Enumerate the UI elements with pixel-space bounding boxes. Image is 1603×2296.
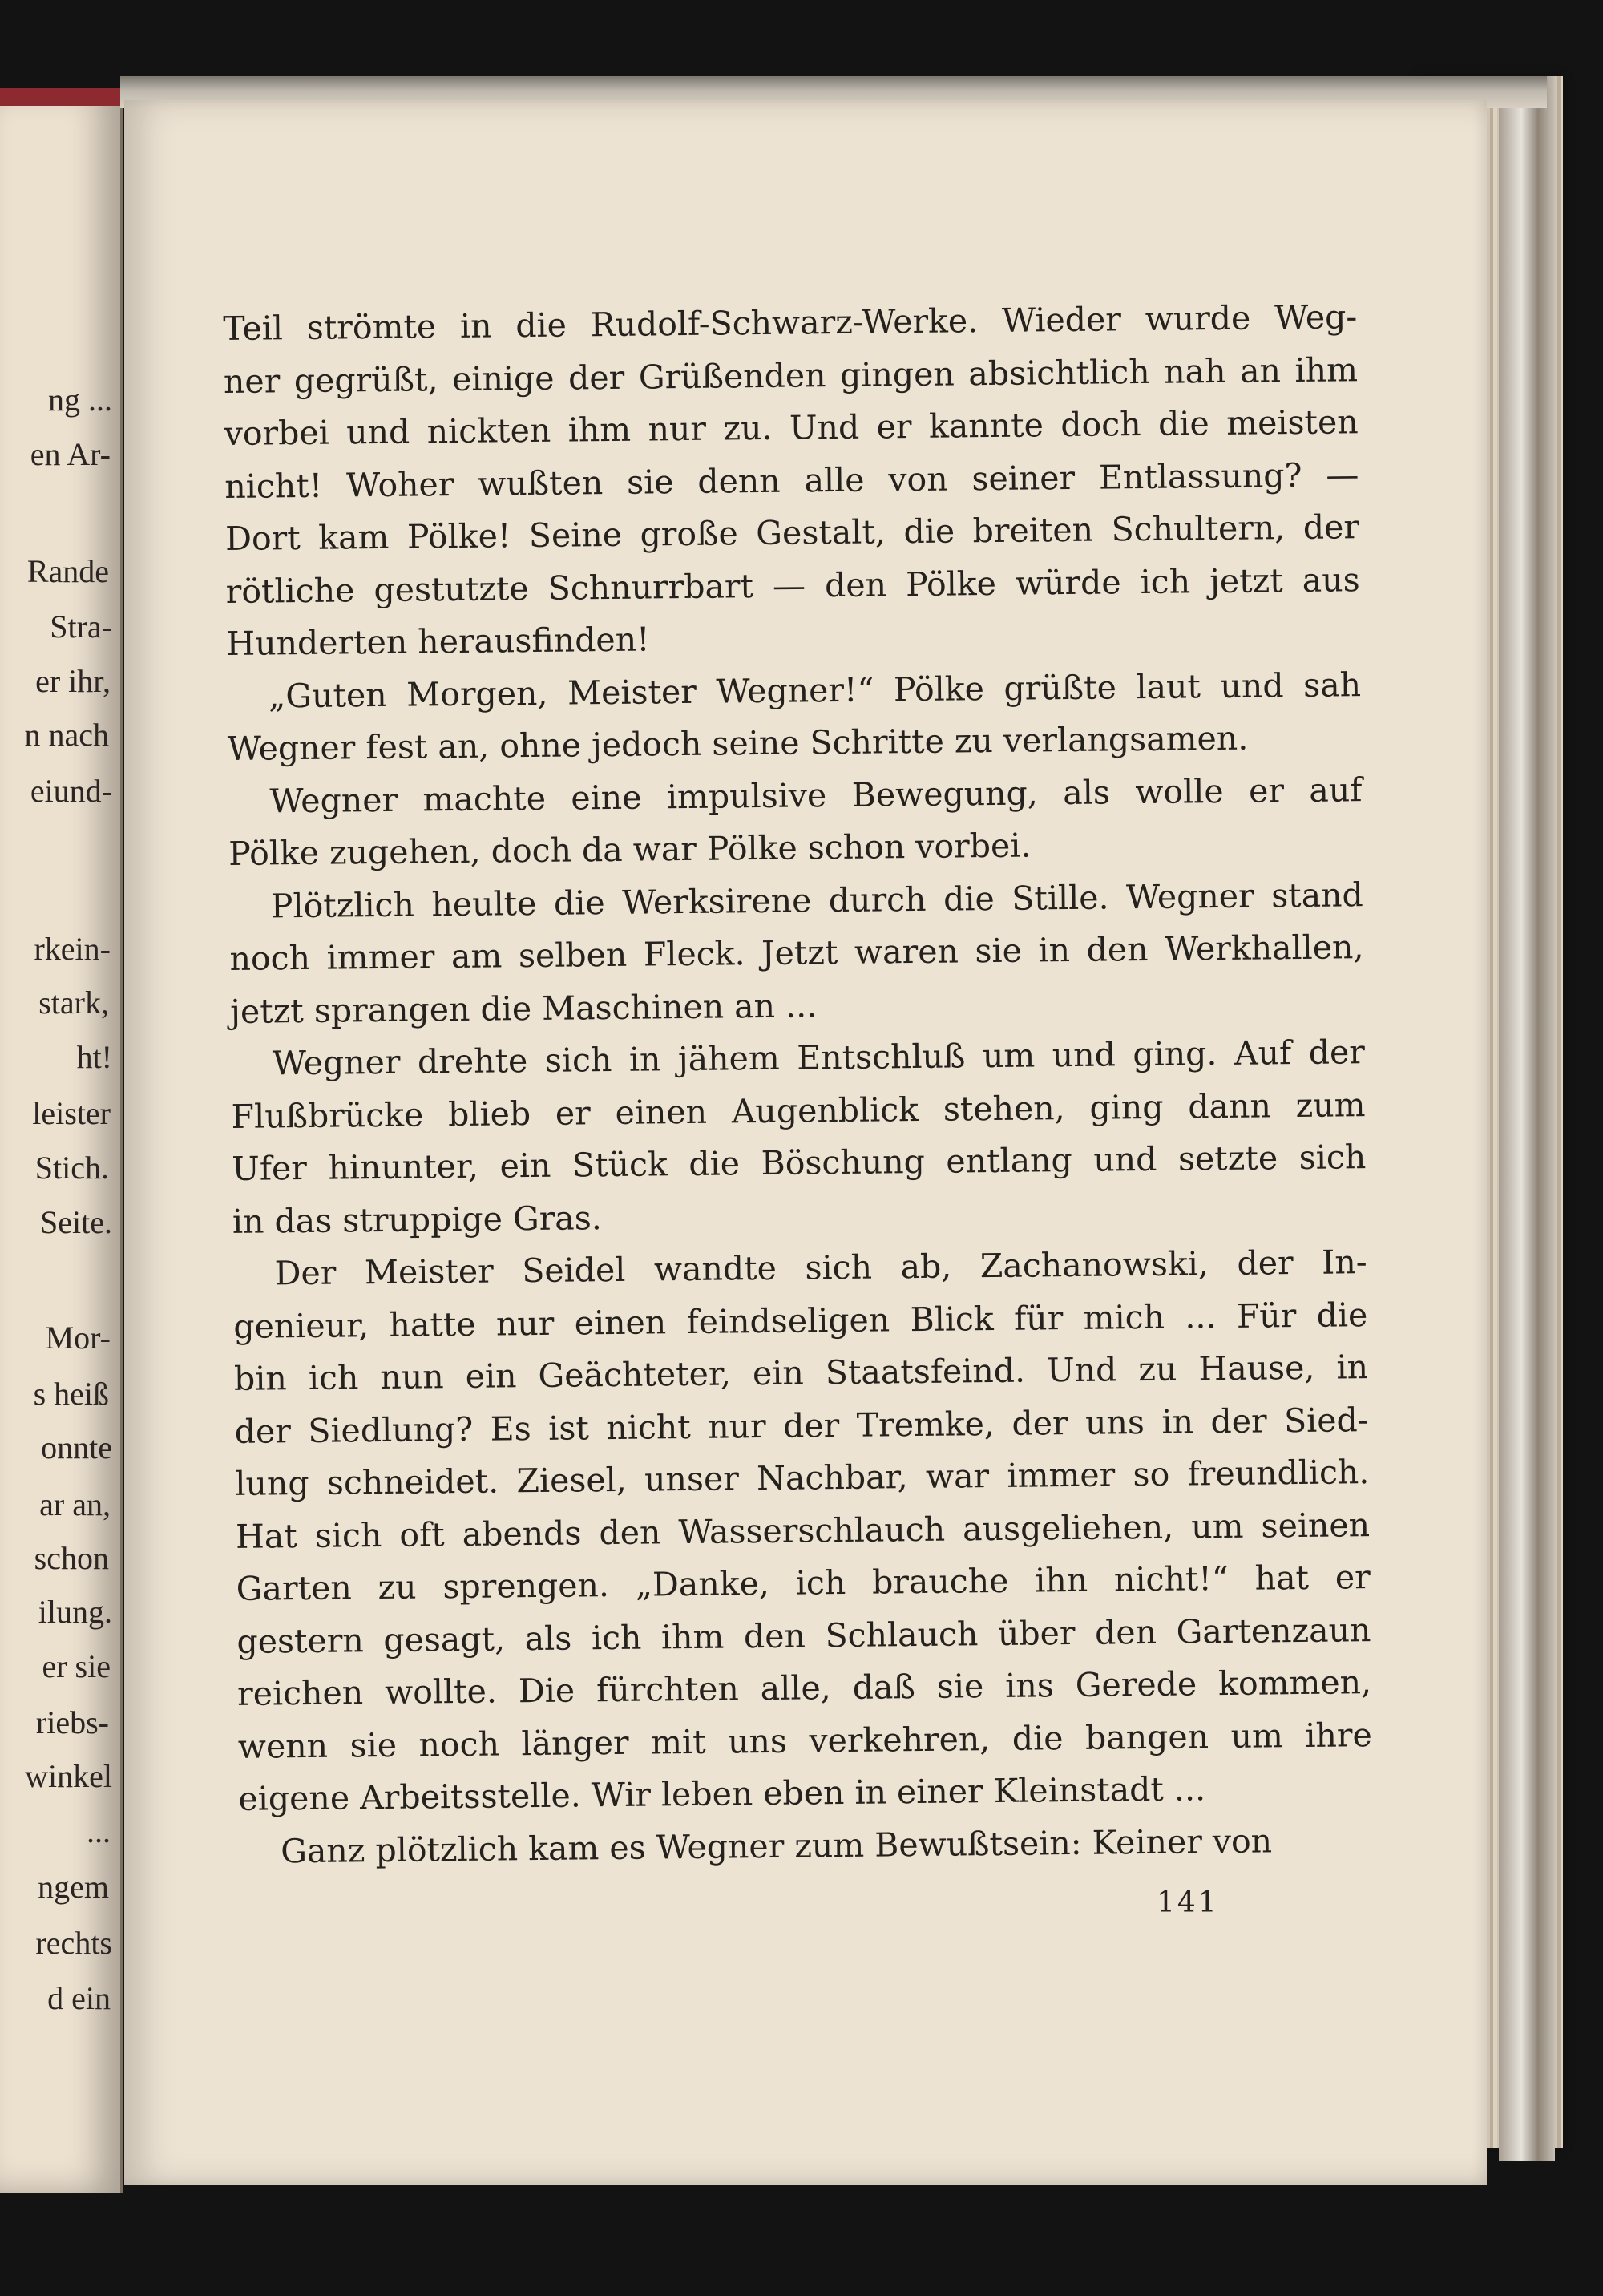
left-page-fragment: Rande xyxy=(26,553,109,589)
left-page-fragment: s heiß xyxy=(33,1376,109,1412)
left-page-fragment: er ihr, xyxy=(35,663,111,699)
left-page-fragment: rechts xyxy=(35,1925,112,1961)
text-line: genieur, hatte nur einen feindseligen Blick für mich ... Für die xyxy=(233,1295,1368,1346)
text-line: in das struppige Gras. xyxy=(232,1198,603,1241)
left-page-fragment: ar an, xyxy=(39,1486,111,1522)
text-line: jetzt sprangen die Maschinen an ... xyxy=(229,985,818,1031)
text-line: Der Meister Seidel wandte sich ab, Zachanowski, der In- xyxy=(274,1243,1367,1293)
text-line: ner gegrüßt, einige der Grüßenden gingen absichtlich nah an ihm xyxy=(223,350,1359,401)
text-line: „Guten Morgen, Meister Wegner!“ Pölke grüßte laut und sah xyxy=(268,665,1362,715)
book-cover-right-edge xyxy=(1499,76,1555,2161)
body-text xyxy=(223,293,1373,1870)
text-line: Teil strömte in die Rudolf-Schwarz-Werke. Wieder wurde Weg- xyxy=(223,297,1358,348)
text-line: eigene Arbeitsstelle. Wir leben eben in einer Kleinstadt ... xyxy=(238,1769,1206,1818)
text-line: Plötzlich heulte die Werksirene durch die Stille. Wegner stand xyxy=(270,875,1364,925)
left-page-fragment: schon xyxy=(34,1540,109,1576)
text-line: gestern gesagt, als ich ihm den Schlauch über den Gartenzaun xyxy=(236,1610,1371,1661)
text-line: wenn sie noch länger mit uns verkehren, die bangen um ihre xyxy=(237,1715,1373,1766)
page-number: 141 xyxy=(1157,1886,1219,1919)
left-page-fragment: d ein xyxy=(47,1980,111,2016)
left-page-fragment: ... xyxy=(87,1813,111,1849)
left-page-fragment: rkein- xyxy=(34,931,111,967)
book-cover-edge xyxy=(0,88,123,106)
text-line: der Siedlung? Es ist nicht nur der Tremke, der uns in der Sied- xyxy=(234,1400,1369,1451)
left-page-fragment: riebs- xyxy=(35,1704,109,1740)
text-line: noch immer am selben Fleck. Jetzt waren sie in den Werkhallen, xyxy=(229,928,1364,978)
left-page-fragment: Mor- xyxy=(45,1320,111,1356)
book-page xyxy=(124,100,1487,2185)
text-line: Hunderten herausfinden! xyxy=(226,620,650,663)
left-page-fragment: stark, xyxy=(38,984,109,1021)
text-line: Wegner fest an, ohne jedoch seine Schritte zu verlangsamen. xyxy=(227,718,1249,768)
text-line: bin ich nun ein Geächteter, ein Staatsfeind. Und zu Hause, in xyxy=(233,1348,1369,1398)
left-page-fragment: eiund- xyxy=(30,773,112,809)
left-page-fragment: leister xyxy=(32,1095,111,1131)
left-page-fragment: Stich. xyxy=(34,1150,109,1186)
text-line: rötliche gestutzte Schnurrbart — den Pölke würde ich jetzt aus xyxy=(225,560,1360,611)
left-page-fragment: en Ar- xyxy=(30,436,111,472)
text-line: reichen wollte. Die fürchten alle, daß sie ins Gerede kommen, xyxy=(236,1663,1372,1713)
text-line: Wegner machte eine impulsive Bewegung, als wolle er auf xyxy=(269,770,1363,820)
left-page-edge xyxy=(0,88,123,2193)
text-line: Garten zu sprengen. „Danke, ich brauche ihn nicht!“ hat er xyxy=(236,1558,1371,1608)
text-line: Dort kam Pölke! Seine große Gestalt, die breiten Schultern, der xyxy=(224,507,1360,558)
left-page-fragment: winkel xyxy=(25,1758,112,1794)
left-page-fragment: ng ... xyxy=(48,382,112,418)
text-line: vorbei und nickten ihm nur zu. Und er kannte doch die meisten xyxy=(224,402,1359,453)
left-page-fragment: ngem xyxy=(38,1869,109,1905)
text-line: Wegner drehte sich in jähem Entschluß um und ging. Auf der xyxy=(272,1033,1366,1083)
text-line: Ganz plötzlich kam es Wegner zum Bewußtsein: Keiner von xyxy=(280,1821,1273,1870)
text-line: Pölke zugehen, doch da war Pölke schon vorbei. xyxy=(228,826,1032,873)
left-page-fragment: ilung. xyxy=(38,1594,112,1630)
left-page-fragment: n nach xyxy=(24,717,109,753)
left-page-fragment: ht! xyxy=(76,1039,112,1075)
text-line: Hat sich oft abends den Wasserschlauch ausgeliehen, um seinen xyxy=(235,1505,1371,1556)
text-line: lung schneidet. Ziesel, unser Nachbar, war immer so freundlich. xyxy=(235,1453,1370,1503)
left-page-fragment: onnte xyxy=(41,1429,112,1465)
text-line: nicht! Woher wußten sie denn alle von seiner Entlassung? — xyxy=(224,455,1359,506)
text-line: Flußbrücke blieb er einen Augenblick stehen, ging dann zum xyxy=(231,1085,1366,1136)
left-page-fragment: Stra- xyxy=(50,608,112,645)
text-line: Ufer hinunter, ein Stück die Böschung entlang und setzte sich xyxy=(232,1138,1367,1188)
left-page-fragment: Seite. xyxy=(40,1204,112,1240)
left-page-fragment: er sie xyxy=(42,1648,111,1684)
